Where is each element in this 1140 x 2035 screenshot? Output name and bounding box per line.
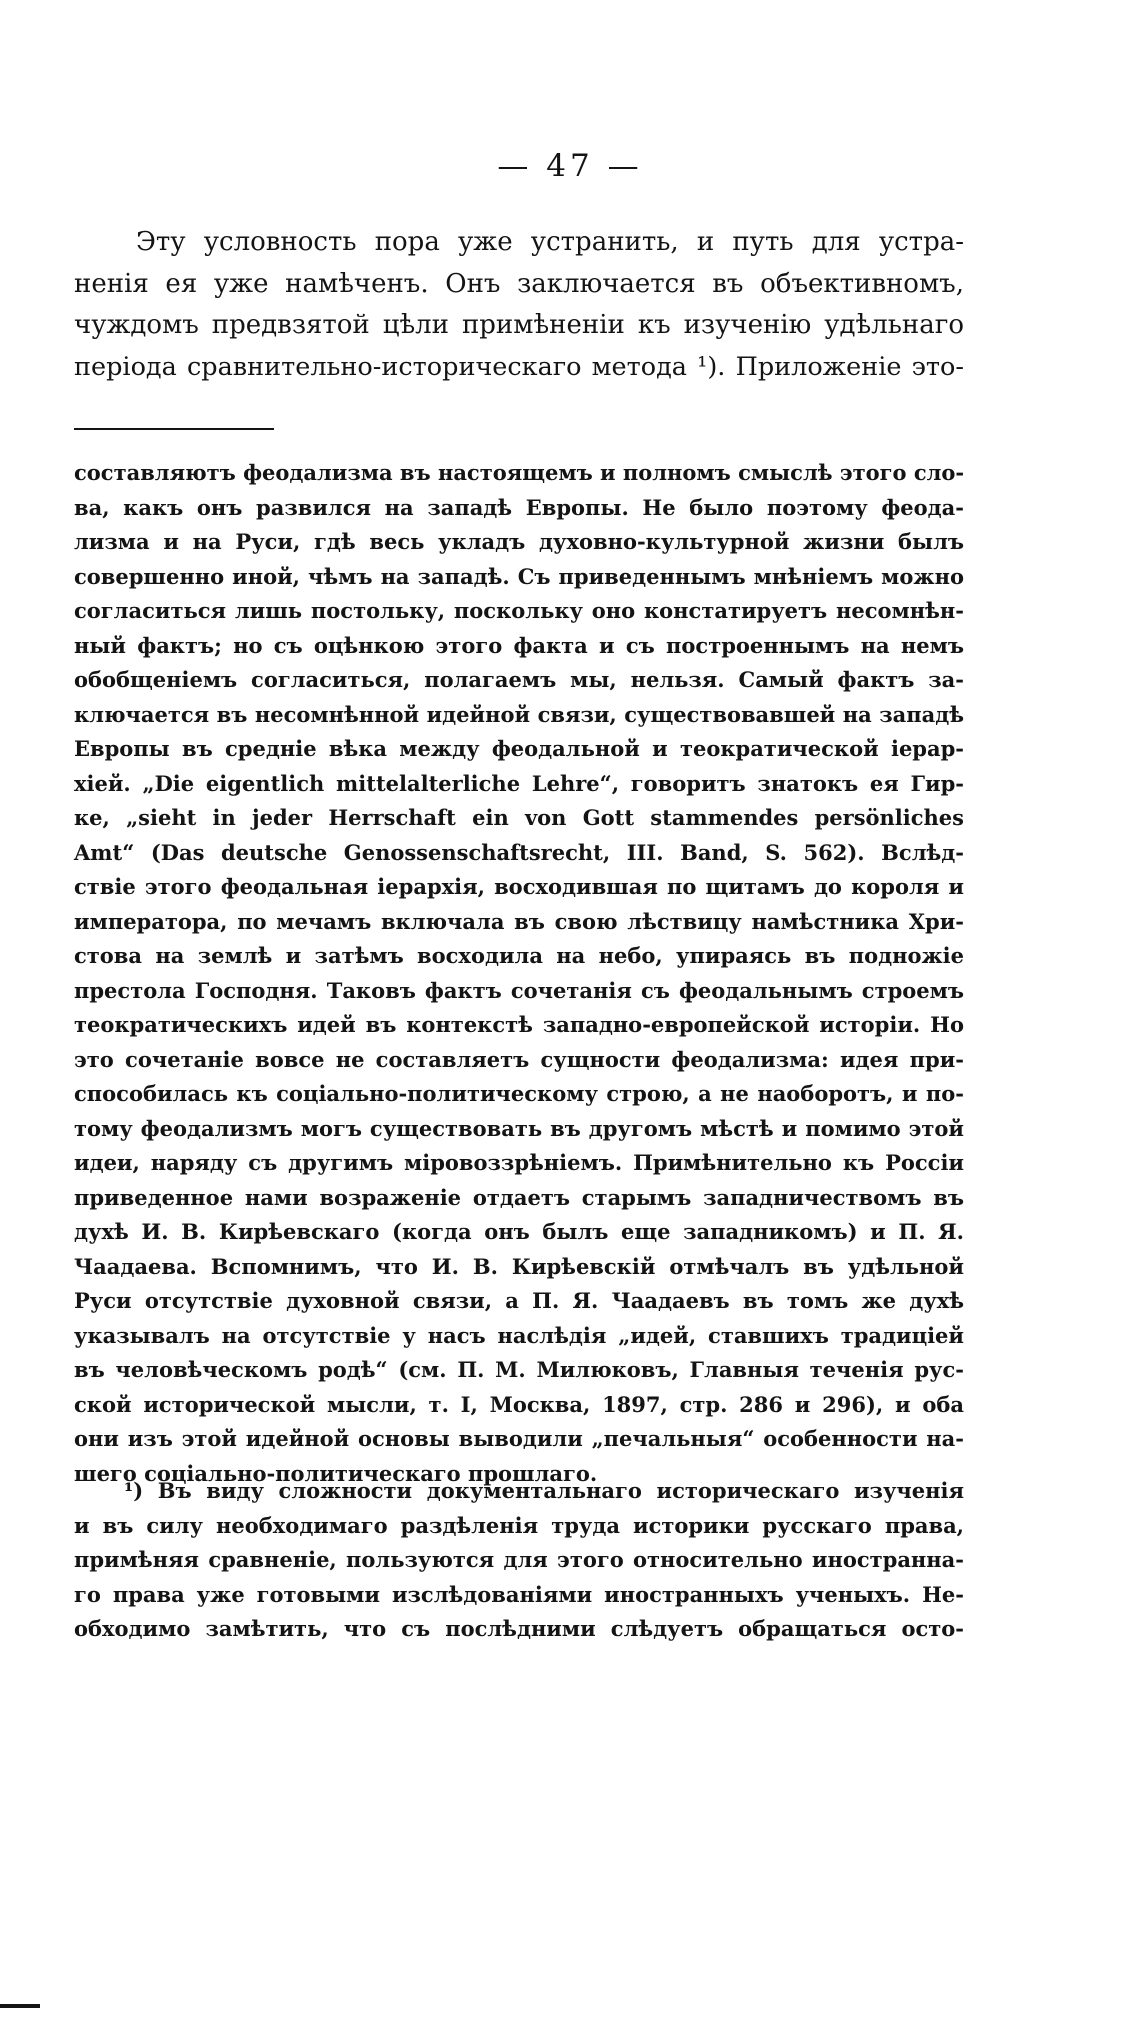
footnote-line: приведенное нами возраженіе отдаетъ старымъ западничествомъ въ: [74, 1184, 964, 1210]
footnote-line: ключается въ несомнѣнной идейной связи, существовавшей на западѣ: [74, 701, 964, 727]
scan-edge-mark: [0, 2004, 40, 2008]
main-line: ненія ея уже намѣченъ. Онъ заключается въ объективномъ,: [74, 268, 964, 299]
main-paragraph: [74, 222, 964, 388]
footnote-line: они изъ этой идейной основы выводили „печальныя“ особенности на-: [74, 1426, 964, 1451]
page-number: — 47 —: [497, 148, 643, 184]
main-line: чуждомъ предвзятой цѣли примѣненіи къ изученію удѣльнаго: [74, 310, 964, 340]
footnote-line: ке, „sieht in jeder Herrschaft ein von Gott stammendes persönliches: [74, 805, 964, 830]
footnote-line: престола Господня. Таковъ фактъ сочетанія съ феодальнымъ строемъ: [74, 977, 964, 1003]
footnote-line: въ человѣческомъ родѣ“ (см. П. М. Милюковъ, Главныя теченія рус-: [74, 1357, 964, 1382]
footnote-line: совершенно иной, чѣмъ на западѣ. Съ приведеннымъ мнѣніемъ можно: [74, 563, 964, 589]
footnote-line: императора, по мечамъ включала въ свою лѣствицу намѣстника Хри-: [74, 908, 964, 934]
footnote-line: хіей. „Die eigentlich mittelalterliche Lehre“, говоритъ знатокъ ея Гир-: [74, 770, 964, 796]
footnote-line: указывалъ на отсутствіе у насъ наслѣдія „идей, ставшихъ традиціей: [74, 1322, 964, 1348]
footnote-line: го права уже готовыми изслѣдованіями иностранныхъ ученыхъ. Не-: [74, 1581, 964, 1607]
footnote-line: ный фактъ; но съ оцѣнкою этого факта и съ построеннымъ на немъ: [74, 632, 964, 658]
footnote-line: ва, какъ онъ развился на западѣ Европы. Не было поэтому феода-: [74, 494, 964, 520]
footnote-line: ¹) Въ виду сложности документальнаго историческаго изученія: [124, 1478, 964, 1503]
footnote-line: Руси отсутствіе духовной связи, а П. Я. Чаадаевъ въ томъ же духѣ: [74, 1288, 964, 1313]
footnote-line: обобщеніемъ согласиться, полагаемъ мы, нельзя. Самый фактъ за-: [74, 667, 964, 692]
footnote-line: идеи, наряду съ другимъ міровоззрѣніемъ. Примѣнительно къ Россіи: [74, 1150, 964, 1175]
footnote-line: обходимо замѣтить, что съ послѣдними слѣдуетъ обращаться осто-: [74, 1616, 964, 1641]
footnote-line: Amt“ (Das deutsche Genossenschaftsrecht, III. Band, S. 562). Вслѣд-: [74, 839, 964, 865]
footnote-line: тому феодализмъ могъ существовать въ другомъ мѣстѣ и помимо этой: [74, 1115, 964, 1141]
footnote-line: Чаадаева. Вспомнимъ, что И. В. Кирѣевскій отмѣчалъ въ удѣльной: [74, 1253, 964, 1279]
footnote-line: теократическихъ идей въ контекстѣ западно-европейской исторіи. Но: [74, 1012, 964, 1037]
footnote-line: составляютъ феодализма въ настоящемъ и полномъ смыслѣ этого сло-: [74, 460, 965, 485]
footnote-line: согласиться лишь постольку, поскольку оно констатируетъ несомнѣн-: [74, 598, 964, 623]
footnote-line: ской исторической мысли, т. I, Москва, 1897, стр. 286 и 296), и оба: [74, 1391, 964, 1417]
footnote-line: стова на землѣ и затѣмъ восходила на небо, упираясь въ подножіе: [74, 943, 964, 968]
footnote-line: Европы въ средніе вѣка между феодальной и теократической іерар-: [74, 736, 964, 761]
footnote-line: шего соціально-политическаго прошлаго.: [74, 1460, 598, 1486]
main-line: Эту условность пора уже устранить, и путь для устра-: [136, 227, 964, 257]
footnote-line: лизма и на Руси, гдѣ весь укладъ духовно-культурной жизни былъ: [74, 529, 964, 554]
footnote-separator: [74, 428, 274, 430]
footnote-line: примѣняя сравненіе, пользуются для этого относительно иностранна-: [74, 1547, 964, 1572]
footnote-line: и въ силу необходимаго раздѣленія труда историки русскаго права,: [74, 1512, 964, 1538]
footnote-line: ствіе этого феодальная іерархія, восходившая по щитамъ до короля и: [74, 874, 964, 899]
footnote-line: это сочетаніе вовсе не составляетъ сущности феодализма: идея при-: [74, 1046, 964, 1072]
footnote-line: духѣ И. В. Кирѣевскаго (когда онъ былъ еще западникомъ) и П. Я.: [74, 1219, 964, 1244]
main-line: періода сравнительно-историческаго метода ¹). Приложеніе это-: [74, 351, 964, 382]
footnote-line: способилась къ соціально-политическому строю, а не наоборотъ, и по-: [74, 1081, 964, 1106]
footnote-1: [74, 1474, 964, 1647]
footnote-continued: [74, 456, 964, 1491]
